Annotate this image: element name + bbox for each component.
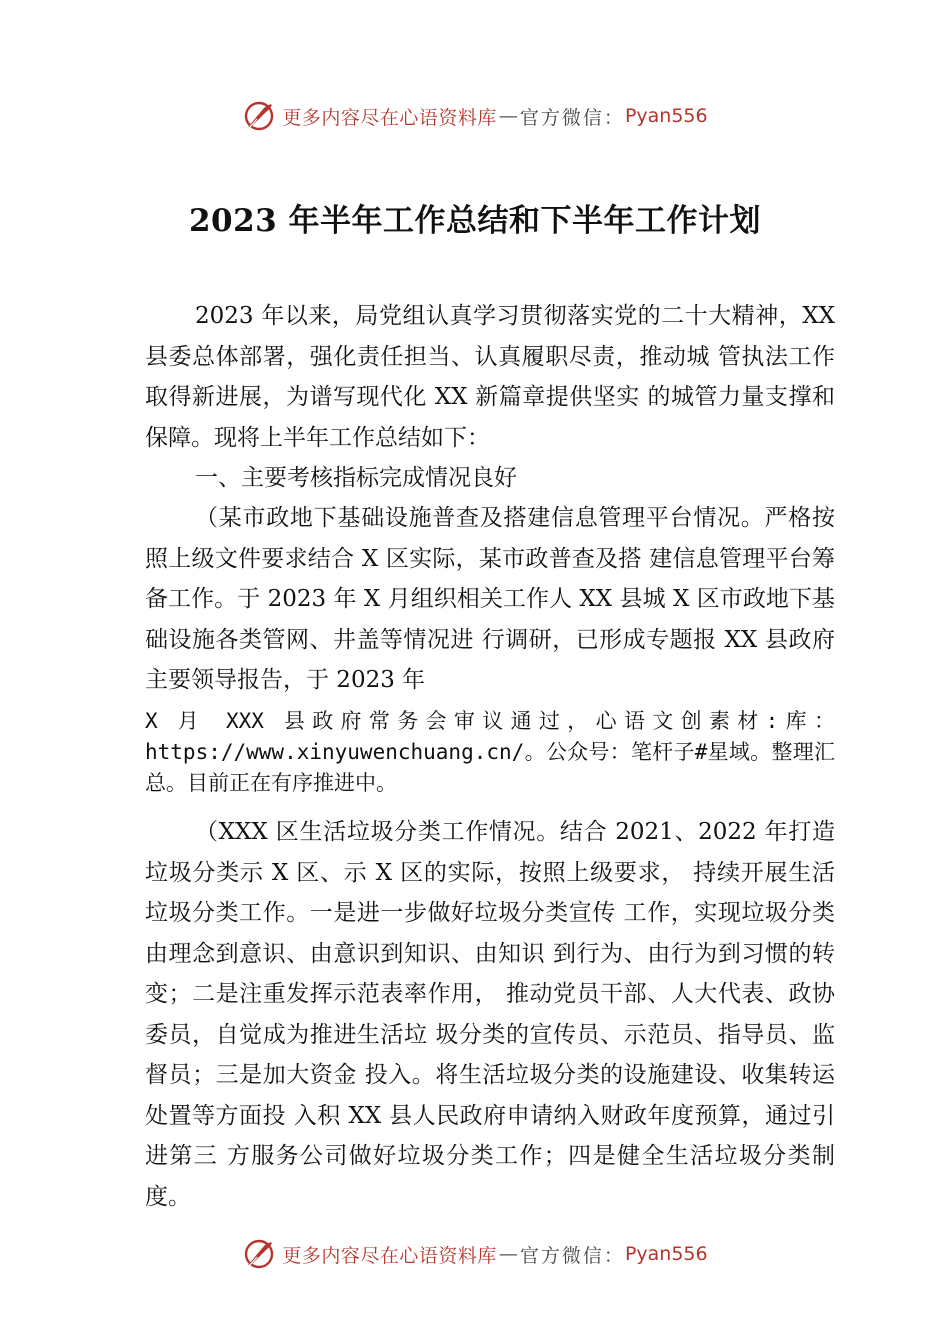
banner-label: 官方微信： [519,1244,625,1267]
footer-banner [0,1234,950,1274]
quill-pen-logo-icon [242,99,276,133]
banner-text: 更多内容尽在心语资料库 [282,106,497,129]
paragraph-garbage-sorting: （XXX 区生活垃圾分类工作情况。结合 2021、2022 年打造垃圾分类示 X 区、示 X 区的实际，按照上级要求， 持续开展生活垃圾分类工作。一是进一步做好垃圾分类宣传 工作，实现垃圾分类由理念到意识、由意识到知识、由知识 到行为、由行为到习惯的转变；二是注重发挥示范表率作用， 推动党员干部、人大代表、政协委员，自觉成为推进生活垃 圾分类的宣传员、示范员、指导员、监督员；三是加大资金 投入。将生活垃圾分类的设施建设、收集转运处置等方面投 入积 XX 县人民政府申请纳入财政年度预算，通过引进第三 方服务公司做好垃圾分类工作；四是健全生活垃圾分类制度。 [145,819,835,1210]
banner-wechat-id: Pyan556 [624,105,708,127]
banner-wechat-id: Pyan556 [624,1243,708,1265]
header-banner [0,96,950,136]
paragraph-intro: 2023 年以来，局党组认真学习贯彻落实党的二十大精神，XX 县委总体部署，强化责任担当、认真履职尽责，推动城 管执法工作取得新进展，为谱写现代化 XX 新篇章提供坚实 的城管力量支撑和保障。现将上半年工作总结如下： [145,303,835,451]
quill-pen-logo-icon [242,1237,276,1271]
paragraph-infrastructure: （某市政地下基础设施普查及搭建信息管理平台情况。严格按照上级文件要求结合 X 区实际，某市政普查及搭 建信息管理平台筹备工作。于 2023 年 X 月组织相关工作人 XX 县城 X 区市政地下基础设施各类管网、井盖等情况进 行调研，已形成专题报 XX 县政府主要领导报告，于 2023 年 [145,505,835,693]
banner-text: 更多内容尽在心语资料库 [282,1244,497,1267]
banner-dash: — [498,105,518,127]
paragraph-continued: X 月 XXX 县政府常务会审议通过，心语文创素材:库：https://www.xinyuwenchuang.cn/。公众号：笔杆子#星域。整理汇总。目前正在有序推进中。 [145,709,835,795]
banner-dash: — [498,1243,518,1265]
section-heading: 一、主要考核指标完成情况良好 [195,465,517,491]
banner-label: 官方微信： [519,106,625,129]
document-title: 2023 年半年工作总结和下半年工作计划 [188,203,762,239]
